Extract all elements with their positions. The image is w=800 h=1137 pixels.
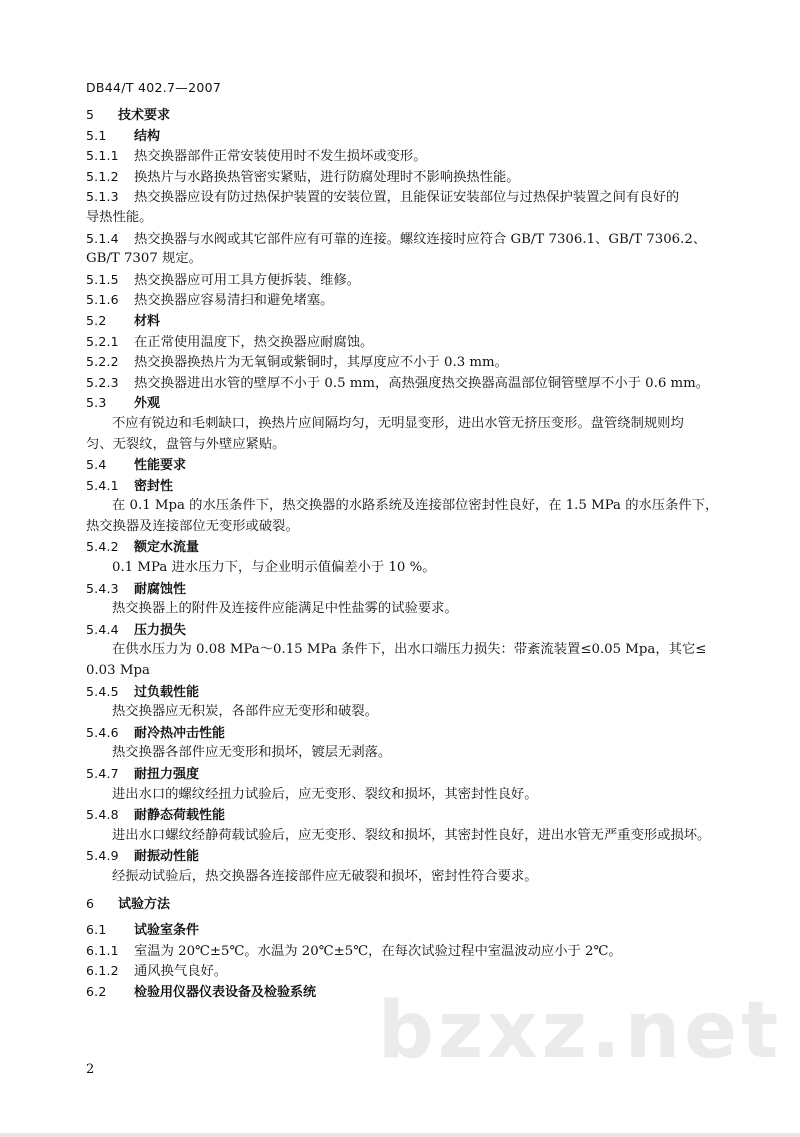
section-heading: [86, 894, 726, 915]
clause-text: 耐振动性能: [134, 849, 200, 865]
clause-line: [86, 332, 726, 353]
clause-text: 经振动试验后，热交换器各连接部件应无破裂和损坏，密封性符合要求。: [112, 868, 538, 884]
section-heading: [86, 682, 726, 703]
bottom-edge: [0, 1133, 800, 1137]
clause-text: 技术要求: [118, 108, 171, 123]
clause-text: 进出水口螺纹经静荷载试验后，应无变形、裂纹和损坏，其密封性良好，进出水管无严重变形或损坏。: [112, 827, 711, 843]
clause-line: [86, 352, 726, 373]
clause-text: 热交换器与水阀或其它部件应有可靠的连接。螺纹连接时应符合 GB/T 7306.1、GB/T 7306.2、: [134, 231, 707, 247]
section-heading: [86, 537, 726, 558]
clause-number: 6.2: [86, 983, 107, 999]
clause-text: 耐冷热冲击性能: [134, 725, 226, 741]
clause-text: 材料: [134, 313, 161, 329]
clause-line: [86, 599, 726, 620]
clause-number: 5.4.1: [86, 477, 119, 493]
clause-text: 在供水压力为 0.08 MPa～0.15 MPa 条件下，出水口端压力损失：带紊流装置≤0.05 Mpa，其它≤: [112, 642, 707, 658]
clause-text: 在 0.1 Mpa 的水压条件下，热交换器的水路系统及连接部位密封性良好，在 1.5 MPa 的水压条件下，: [112, 498, 719, 514]
clause-text: 热交换器进出水管的壁厚不小于 0.5 mm，高热强度热交换器高温部位铜管壁厚不小于 0.6 mm。: [134, 375, 710, 391]
clause-line: [86, 435, 726, 456]
clause-text: 换热片与水路换热管密实紧贴，进行防腐处理时不影响换热性能。: [134, 169, 520, 185]
clause-line: [86, 558, 726, 579]
clause-text: 结构: [134, 128, 161, 144]
clause-number: 5.4.6: [86, 724, 119, 740]
section-heading: [86, 620, 726, 641]
clause-line: [86, 743, 726, 764]
clause-number: 5.3: [86, 395, 107, 411]
clause-text: 过负载性能: [134, 684, 200, 700]
clause-number: 5: [86, 107, 95, 122]
clause-text: 进出水口的螺纹经扭力试验后，应无变形、裂纹和损坏，其密封性良好。: [112, 786, 538, 802]
clause-text: 试验室条件: [134, 923, 200, 939]
clause-line: [86, 826, 726, 847]
clause-number: 5.4.9: [86, 848, 119, 864]
clause-line: [86, 961, 726, 982]
clause-text: 室温为 20℃±5℃。水温为 20℃±5℃，在每次试验过程中室温波动应小于 2℃。: [134, 943, 622, 959]
clause-text: 检验用仪器仪表设备及检验系统: [134, 984, 317, 1000]
clause-number: 5.1.2: [86, 168, 119, 184]
clause-text: 热交换器应容易清扫和避免堵塞。: [134, 293, 334, 309]
clause-number: 5.1.1: [86, 148, 119, 164]
clause-number: 5.2.3: [86, 374, 119, 390]
clause-text: 外观: [134, 396, 161, 412]
clause-text: 在正常使用温度下，热交换器应耐腐蚀。: [134, 334, 374, 350]
section-heading: [86, 579, 726, 600]
clause-text: 匀、无裂纹，盘管与外壁应紧贴。: [86, 436, 286, 452]
clause-text: 热交换器应可用工具方便拆装、维修。: [134, 272, 361, 288]
clause-text: 耐静态荷载性能: [134, 808, 226, 824]
section-heading: [86, 105, 726, 126]
clause-text: 密封性: [134, 478, 174, 494]
standard-code-header: DB44/T 402.7—2007: [86, 80, 222, 95]
clause-line: [86, 290, 726, 311]
clause-line: [86, 785, 726, 806]
clause-text: 耐扭力强度: [134, 767, 200, 782]
clause-text: 0.03 Mpa: [86, 663, 150, 679]
section-heading: [86, 311, 726, 332]
clause-number: 5.4.2: [86, 539, 119, 555]
clause-line: [86, 373, 726, 394]
clause-line: [86, 270, 726, 291]
clause-number: 5.1.3: [86, 189, 119, 205]
clause-number: 5.4.3: [86, 580, 119, 596]
section-heading: [86, 126, 726, 147]
clause-number: 5.2.2: [86, 354, 119, 370]
clause-number: 5.4.5: [86, 683, 119, 699]
clause-number: 6.1: [86, 922, 107, 938]
clause-number: 5.2: [86, 312, 107, 328]
clause-text: 0.1 MPa 进水压力下，与企业明示值偏差小于 10 %。: [112, 560, 436, 576]
section-heading: [86, 476, 726, 497]
clause-number: 5.1.4: [86, 230, 119, 246]
clause-text: 热交换器应设有防过热保护装置的安装位置，且能保证安装部位与过热保护装置之间有良好的: [134, 190, 680, 206]
clause-line: [86, 702, 726, 723]
section-heading: [86, 805, 726, 826]
clause-line: [86, 146, 726, 167]
section-heading: [86, 846, 726, 867]
clause-number: 5.4.7: [86, 766, 119, 781]
clause-text: 不应有锐边和毛刺缺口，换热片应间隔均匀，无明显变形，进出水管无挤压变形。盘管绕制规则均: [112, 415, 684, 431]
clause-number: 6.1.2: [86, 963, 119, 979]
clause-line: [86, 249, 726, 270]
section-heading: [86, 920, 726, 941]
clause-text: 额定水流量: [134, 540, 200, 556]
clause-text: GB/T 7307 规定。: [86, 251, 202, 267]
clause-number: 6.1.1: [86, 942, 119, 958]
watermark: bzxz.net: [378, 986, 783, 1076]
clause-text: 导热性能。: [86, 209, 153, 225]
clause-text: 热交换器换热片为无氧铜或紫铜时，其厚度应不小于 0.3 mm。: [134, 355, 508, 371]
document-body: [86, 105, 726, 1003]
clause-line: [86, 167, 726, 188]
clause-line: [86, 496, 726, 517]
clause-text: 耐腐蚀性: [134, 581, 187, 597]
clause-line: [86, 517, 726, 538]
section-heading: [86, 723, 726, 744]
clause-number: 5.2.1: [86, 333, 119, 349]
clause-number: 5.1.5: [86, 271, 119, 287]
clause-text: 热交换器上的附件及连接件应能满足中性盐雾的试验要求。: [112, 601, 458, 617]
clause-number: 5.1.6: [86, 292, 119, 308]
clause-number: 5.1: [86, 127, 107, 143]
clause-number: 5.4: [86, 457, 107, 473]
page-number: 2: [86, 1062, 95, 1077]
clause-text: 热交换器应无积炭，各部件应无变形和破裂。: [112, 704, 378, 720]
section-heading: [86, 455, 726, 476]
clause-line: [86, 414, 726, 435]
clause-line: [86, 640, 726, 661]
clause-text: 热交换器及连接部位无变形或破裂。: [86, 518, 299, 534]
clause-text: 试验方法: [118, 896, 171, 912]
clause-text: 热交换器部件正常安装使用时不发生损坏或变形。: [134, 149, 427, 165]
clause-number: 5.4.8: [86, 807, 119, 823]
clause-line: [86, 661, 726, 682]
clause-text: 性能要求: [134, 458, 187, 474]
clause-line: [86, 229, 726, 250]
clause-line: [86, 187, 726, 208]
clause-line: [86, 208, 726, 229]
section-heading: [86, 393, 726, 414]
clause-text: 通风换气良好。: [134, 964, 228, 980]
clause-line: [86, 867, 726, 888]
clause-number: 5.4.4: [86, 621, 119, 637]
section-heading: [86, 764, 726, 785]
clause-number: 6: [86, 895, 95, 911]
clause-text: 压力损失: [134, 622, 187, 638]
clause-line: [86, 941, 726, 962]
clause-text: 热交换器各部件应无变形和损坏，镀层无剥落。: [112, 745, 392, 761]
